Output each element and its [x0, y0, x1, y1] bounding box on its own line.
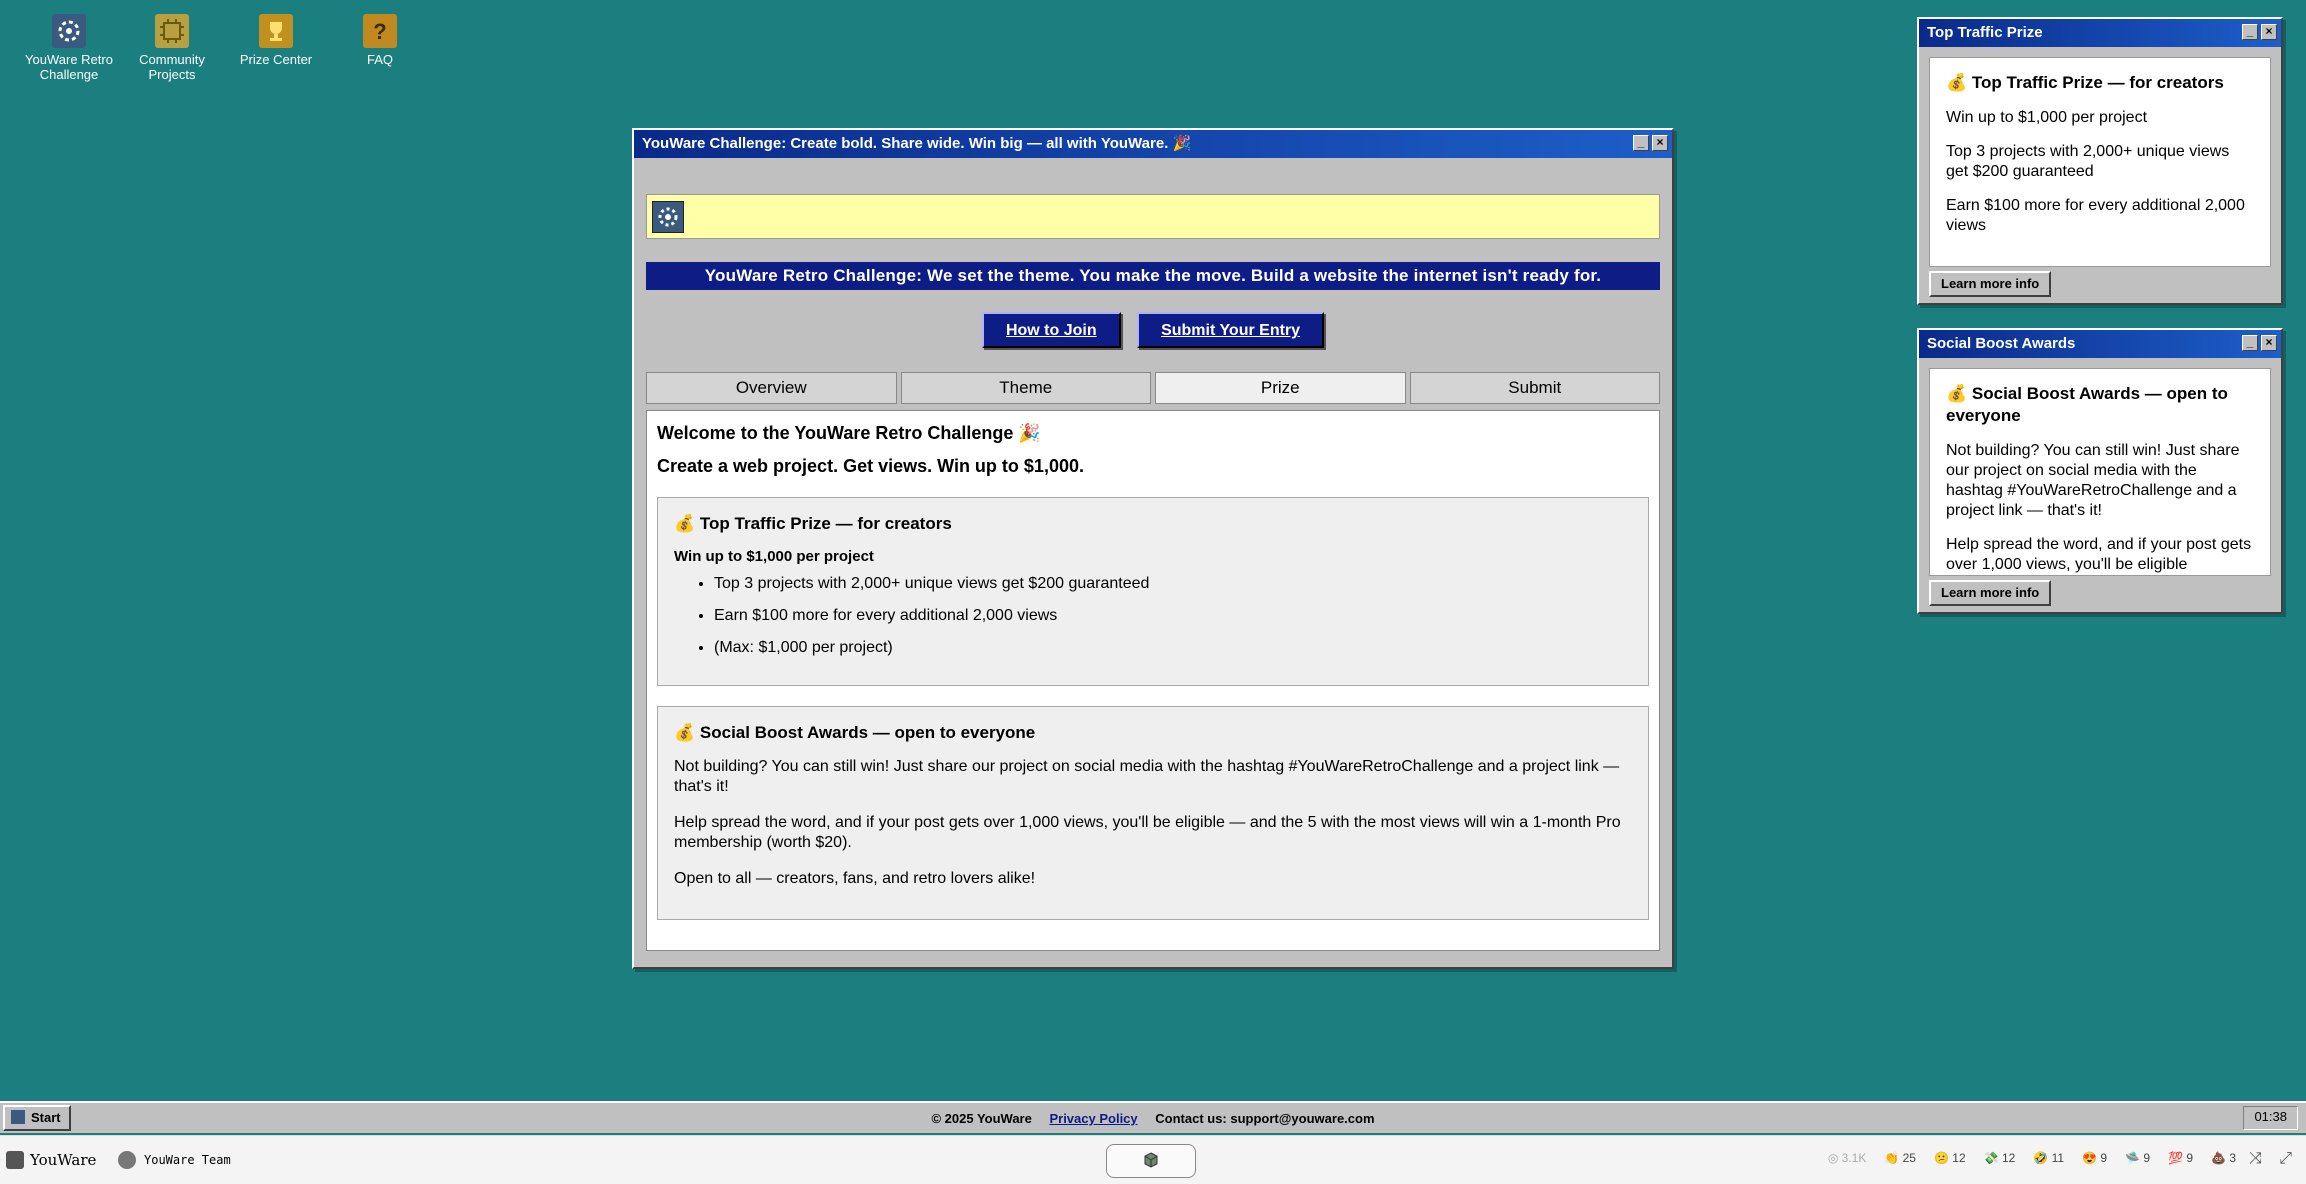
window-title: Top Traffic Prize	[1927, 24, 2043, 41]
youware-brand[interactable]	[6, 1151, 96, 1169]
window-titlebar[interactable]	[1919, 330, 2281, 358]
poop-icon: 💩	[2211, 1151, 2226, 1165]
tab-submit[interactable]: Submit	[1410, 372, 1661, 404]
card-paragraph: Not building? You can still win! Just share our project on social media with the hashtag #YouWareRetroChallenge and a project link — that's it!	[1946, 442, 2240, 519]
how-to-join-button[interactable]: How to Join	[982, 312, 1121, 348]
reaction-laugh[interactable]	[2033, 1151, 2064, 1165]
clap-icon: 👏	[1884, 1151, 1900, 1165]
question-icon	[363, 14, 397, 48]
reaction-count: 3	[2229, 1151, 2236, 1165]
main-window-titlebar[interactable]	[634, 130, 1672, 158]
remix-button[interactable]	[1106, 1144, 1196, 1178]
reaction-poop[interactable]	[2211, 1151, 2236, 1165]
card-paragraph: Open to all — creators, fans, and retro lovers alike!	[674, 870, 1036, 887]
desktop-icon-label: Community Projects	[139, 52, 205, 82]
reaction-count: 12	[2001, 1151, 2016, 1165]
fullscreen-icon[interactable]: ⤢	[2279, 1150, 2292, 1167]
money-icon: 💸	[1983, 1151, 1999, 1165]
copyright: © 2025 YouWare	[931, 1111, 1032, 1126]
card-paragraph: Help spread the word, and if your post gets over 1,000 views, you'll be eligible	[1946, 536, 2252, 573]
svg-text:?: ?	[373, 19, 387, 44]
reaction-money[interactable]	[1984, 1151, 2016, 1165]
reaction-love[interactable]	[2082, 1151, 2107, 1165]
gear-logo-icon	[52, 14, 86, 48]
minimize-button[interactable]: _	[2242, 24, 2258, 40]
window-content[interactable]	[1929, 57, 2271, 267]
views-count: ◎ 3.1K	[1827, 1151, 1867, 1165]
reaction-count: 9	[2186, 1151, 2194, 1165]
privacy-policy-link[interactable]: Privacy Policy	[1049, 1111, 1138, 1126]
learn-more-button[interactable]: Learn more info	[1929, 580, 2051, 606]
contact-text: Contact us: support@youware.com	[1155, 1111, 1375, 1126]
tab-overview[interactable]: Overview	[646, 372, 897, 404]
card-heading: 💰 Top Traffic Prize — for creators	[1946, 73, 2224, 92]
desktop-icon-retro-challenge[interactable]	[17, 14, 121, 82]
social-boost-card	[657, 706, 1649, 920]
card-heading: 💰 Social Boost Awards — open to everyone	[674, 723, 1036, 742]
desktop-icon-faq[interactable]	[328, 14, 432, 67]
main-window	[632, 128, 1674, 969]
reaction-ufo[interactable]	[2125, 1151, 2150, 1165]
clock: 01:38	[2243, 1106, 2298, 1130]
laugh-icon: 🤣	[2033, 1151, 2049, 1165]
card-heading: 💰 Social Boost Awards — open to everyone	[1946, 384, 2228, 425]
prize-list	[674, 575, 1632, 657]
heart-eyes-icon: 😍	[2082, 1151, 2098, 1165]
desktop-icon-community-projects[interactable]	[120, 14, 224, 82]
submit-entry-button[interactable]: Submit Your Entry	[1137, 312, 1324, 348]
window-titlebar[interactable]	[1919, 19, 2281, 47]
desktop-icon-prize-center[interactable]	[224, 14, 328, 67]
ufo-icon: 🛸	[2125, 1151, 2140, 1165]
list-item: • (Max: $1,000 per project)	[714, 639, 1632, 657]
shuffle-icon[interactable]: ⤨	[2249, 1150, 2262, 1167]
desktop-icon-label: Prize Center	[239, 52, 313, 67]
circuit-icon	[155, 14, 189, 48]
desktop-icon-label: FAQ	[366, 52, 393, 67]
hundred-icon: 💯	[2168, 1151, 2183, 1165]
reaction-count: 9	[2143, 1151, 2151, 1165]
close-button[interactable]: ×	[2261, 24, 2277, 40]
close-button[interactable]: ×	[1652, 135, 1668, 151]
reaction-confused[interactable]	[1934, 1151, 1966, 1165]
tagline: Create a web project. Get views. Win up to $1,000.	[657, 456, 1084, 476]
brand-label: YouWare	[30, 1151, 97, 1169]
platform-bar	[0, 1135, 2306, 1184]
social-boost-window	[1917, 328, 2283, 614]
tab-theme[interactable]: Theme	[901, 372, 1152, 404]
learn-more-button[interactable]: Learn more info	[1929, 271, 2051, 297]
card-paragraph: Help spread the word, and if your post gets over 1,000 views, you'll be eligible — and the 5 with the most views will win a 1-month Pro membership (worth $20).	[674, 814, 1621, 851]
card-paragraph: Not building? You can still win! Just share our project on social media with the hashtag #YouWareRetroChallenge and a project link — that's it!	[674, 758, 1620, 795]
cube-icon	[1142, 1153, 1160, 1168]
window-content[interactable]	[1929, 368, 2271, 576]
team-label: YouWare Team	[144, 1153, 231, 1167]
card-heading: 💰 Top Traffic Prize — for creators	[674, 514, 952, 533]
footer-info	[0, 1105, 2306, 1133]
card-subheading: Win up to $1,000 per project	[674, 548, 874, 565]
window-title: Social Boost Awards	[1927, 335, 2076, 352]
tab-prize[interactable]: Prize	[1155, 372, 1406, 404]
tab-bar	[646, 372, 1660, 404]
trophy-icon	[259, 14, 293, 48]
list-item: • Earn $100 more for every additional 2,000 views	[714, 607, 1632, 625]
reaction-count: 9	[2100, 1151, 2108, 1165]
prize-content[interactable]	[646, 410, 1660, 951]
welcome-heading: Welcome to the YouWare Retro Challenge 🎉	[657, 423, 1041, 443]
start-label: Start	[31, 1110, 61, 1125]
reaction-bar	[1828, 1151, 2236, 1165]
team-link[interactable]	[118, 1151, 231, 1169]
card-paragraph: Earn $100 more for every additional 2,000 views	[1946, 197, 2245, 234]
reaction-count: 25	[1902, 1151, 1916, 1165]
reaction-count: 11	[2051, 1151, 2065, 1165]
traffic-prize-card	[657, 497, 1649, 686]
youware-logo-icon	[652, 201, 684, 233]
list-item: • Top 3 projects with 2,000+ unique views get $200 guaranteed	[714, 575, 1632, 593]
minimize-button[interactable]: _	[1633, 135, 1649, 151]
youware-logo-icon	[6, 1151, 24, 1169]
card-paragraph: Top 3 projects with 2,000+ unique views get $200 guaranteed	[1946, 143, 2230, 180]
window-title: YouWare Challenge: Create bold. Share wide. Win big — all with YouWare. 🎉	[642, 135, 1192, 152]
reaction-count: 12	[1952, 1151, 1966, 1165]
card-paragraph: Win up to $1,000 per project	[1946, 109, 2148, 126]
traffic-prize-window	[1917, 17, 2283, 305]
team-avatar	[118, 1151, 136, 1169]
close-button[interactable]: ×	[2261, 335, 2277, 351]
confused-icon: 😕	[1933, 1151, 1949, 1165]
challenge-banner: YouWare Retro Challenge: We set the theme. You make the move. Build a website the internet isn't ready for.	[646, 262, 1660, 290]
taskbar	[0, 1101, 2306, 1133]
minimize-button[interactable]: _	[2242, 335, 2258, 351]
desktop-icon-label: YouWare Retro Challenge	[25, 52, 113, 82]
reaction-hundred[interactable]	[2168, 1151, 2193, 1165]
reaction-clap[interactable]	[1884, 1151, 1916, 1165]
marquee-bar	[646, 194, 1660, 239]
